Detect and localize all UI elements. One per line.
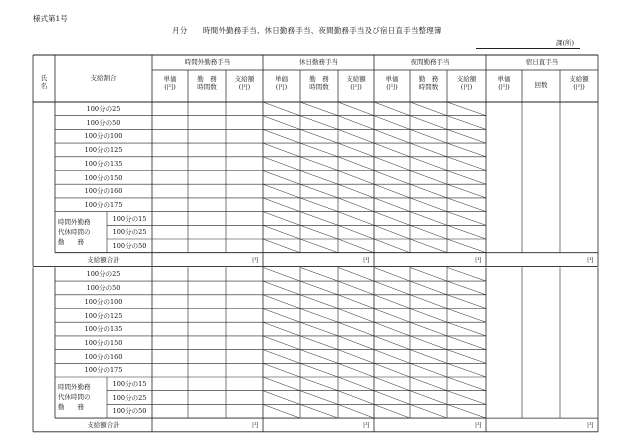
grid-line	[447, 391, 486, 405]
grid-line	[300, 129, 338, 143]
grid-line	[447, 143, 486, 157]
yen-label: 円	[252, 421, 259, 430]
grid-line	[263, 309, 300, 323]
col-header-paid_amount: 支給額 (円)	[234, 75, 255, 92]
col-header-work_hours: 勤 務 時間数	[309, 75, 329, 92]
title-prefix: 月分	[172, 26, 188, 35]
grid-line	[338, 116, 374, 130]
rate-label: 100分の125	[84, 311, 123, 320]
grid-line	[374, 198, 410, 212]
grid-line	[300, 363, 338, 377]
grid-line	[338, 404, 374, 418]
grid-line	[410, 295, 447, 309]
yen-label: 円	[587, 255, 594, 264]
title-text: 時間外勤務手当、休日勤務手当、夜間勤務手当及び宿日直手当整理簿	[202, 26, 442, 35]
grid-line	[410, 184, 447, 198]
grid-line	[300, 404, 338, 418]
grid-line	[300, 157, 338, 171]
grid-line	[374, 363, 410, 377]
comp-rate-label: 100分の15	[112, 214, 147, 223]
grid-line	[447, 336, 486, 350]
rate-label: 100分の100	[84, 297, 123, 306]
comp-rate-label: 100分の25	[112, 393, 147, 402]
grid-line	[338, 184, 374, 198]
grid-line	[374, 102, 410, 116]
yen-label: 円	[475, 421, 482, 430]
grid-line	[447, 309, 486, 323]
group-header-0: 時間外勤務手当	[184, 58, 231, 66]
form-id: 様式第1号	[33, 14, 68, 23]
grid-line	[410, 363, 447, 377]
grid-line	[447, 116, 486, 130]
grid-line	[300, 225, 338, 239]
grid-line	[338, 267, 374, 281]
grid-line	[263, 350, 300, 364]
yen-label: 円	[363, 255, 370, 264]
grid-line	[374, 322, 410, 336]
grid-line	[374, 350, 410, 364]
comp-rate-label: 100分の50	[112, 242, 147, 250]
grid-line	[263, 171, 300, 185]
grid-line	[263, 198, 300, 212]
grid-line	[374, 157, 410, 171]
grid-line	[338, 225, 374, 239]
grid-line	[263, 225, 300, 239]
grid-line	[374, 225, 410, 239]
grid-line	[410, 377, 447, 391]
comp-rate-label: 100分の50	[112, 407, 147, 416]
grid-line	[410, 116, 447, 130]
grid-line	[410, 322, 447, 336]
rate-header: 支給割合	[90, 74, 117, 82]
grid-line	[447, 295, 486, 309]
grid-line	[410, 157, 447, 171]
grid-line	[447, 363, 486, 377]
grid-line	[263, 322, 300, 336]
grid-line	[410, 391, 447, 405]
grid-line	[374, 404, 410, 418]
yen-label: 円	[475, 255, 482, 264]
group-header-2: 夜間勤務手当	[410, 58, 450, 66]
group-header-1: 休日勤務手当	[299, 58, 338, 66]
grid-line	[300, 239, 338, 253]
grid-line	[263, 129, 300, 143]
col-header-unit_price: 単価 (円)	[163, 75, 177, 92]
grid-line	[263, 295, 300, 309]
grid-line	[410, 198, 447, 212]
grid-line	[338, 171, 374, 185]
comp-label: 時間外勤務 代休時間の 勤 務	[58, 383, 91, 412]
col-header-count: 回数	[534, 81, 548, 89]
grid-line	[338, 212, 374, 226]
grid-line	[374, 116, 410, 130]
rate-label: 100分の160	[84, 187, 123, 196]
grid-line	[338, 363, 374, 377]
grid-line	[410, 404, 447, 418]
grid-line	[263, 157, 300, 171]
comp-rate-label: 100分の15	[112, 380, 147, 388]
grid-line	[263, 281, 300, 295]
rate-label: 100分の50	[86, 118, 121, 127]
total-label: 支給額合計	[87, 421, 120, 430]
rate-label: 100分の160	[84, 352, 123, 361]
grid-line	[300, 377, 338, 391]
grid-line	[447, 281, 486, 295]
group-header-3: 宿日直手当	[525, 58, 559, 66]
grid-line	[263, 336, 300, 350]
grid-line	[374, 143, 410, 157]
col-header-work_hours: 勤 務 時間数	[197, 75, 217, 92]
comp-label: 時間外勤務 代休時間の 勤 務	[58, 217, 91, 246]
grid-line	[300, 102, 338, 116]
rate-label: 100分の50	[86, 284, 121, 293]
grid-line	[263, 363, 300, 377]
grid-line	[374, 391, 410, 405]
rate-label: 100分の25	[86, 270, 121, 279]
grid-line	[300, 198, 338, 212]
grid-line	[447, 157, 486, 171]
grid-line	[338, 322, 374, 336]
grid-line	[447, 171, 486, 185]
grid-line	[410, 239, 447, 253]
grid-line	[300, 309, 338, 323]
grid-line	[447, 377, 486, 391]
yen-label: 円	[252, 255, 259, 264]
grid-line	[410, 129, 447, 143]
grid-line	[338, 350, 374, 364]
grid-line	[300, 267, 338, 281]
col-header-unit_price: 単価 (円)	[385, 75, 399, 92]
grid-line	[338, 239, 374, 253]
grid-line	[410, 309, 447, 323]
col-header-paid_amount: 支給額 (円)	[456, 75, 477, 92]
grid-line	[447, 198, 486, 212]
grid-line	[447, 267, 486, 281]
grid-line	[374, 281, 410, 295]
rate-label: 100分の100	[84, 132, 123, 141]
grid-line	[374, 129, 410, 143]
grid-line	[374, 309, 410, 323]
grid-line	[338, 198, 374, 212]
grid-line	[374, 267, 410, 281]
grid-line	[300, 143, 338, 157]
col-header-work_hours: 勤 務 時間数	[418, 75, 439, 92]
grid-line	[374, 336, 410, 350]
grid-line	[263, 184, 300, 198]
grid-line	[338, 295, 374, 309]
grid-line	[300, 116, 338, 130]
grid-line	[410, 171, 447, 185]
grid-line	[300, 295, 338, 309]
dept-label: 課(所)	[556, 39, 575, 47]
grid-line	[410, 143, 447, 157]
rate-label: 100分の25	[86, 105, 121, 113]
yen-label: 円	[587, 421, 594, 430]
grid-line	[410, 336, 447, 350]
grid-line	[410, 281, 447, 295]
grid-line	[263, 267, 300, 281]
grid-line	[374, 295, 410, 309]
yen-label: 円	[363, 421, 370, 430]
grid-line	[447, 404, 486, 418]
grid-line	[410, 212, 447, 226]
grid-line	[410, 102, 447, 116]
col-header-unit_price: 単価 (円)	[497, 75, 511, 92]
grid-line	[300, 212, 338, 226]
grid-line	[263, 391, 300, 405]
rate-label: 100分の175	[84, 200, 123, 209]
name-header: 氏 名	[40, 74, 48, 91]
grid-line	[300, 171, 338, 185]
col-header-paid_amount: 支給額 (円)	[346, 75, 366, 92]
comp-rate-label: 100分の25	[112, 228, 147, 237]
grid-line	[263, 239, 300, 253]
rate-label: 100分の125	[84, 146, 123, 155]
rate-label: 100分の135	[84, 159, 123, 168]
grid-line	[338, 336, 374, 350]
rate-label: 100分の175	[84, 366, 123, 375]
col-header-paid_amount: 支給額 (円)	[569, 75, 589, 92]
grid-line	[300, 184, 338, 198]
grid-line	[374, 377, 410, 391]
grid-line	[338, 129, 374, 143]
rate-label: 100分の150	[84, 338, 123, 347]
grid-line	[447, 225, 486, 239]
grid-line	[447, 102, 486, 116]
rate-label: 100分の135	[84, 325, 123, 334]
grid-line	[410, 225, 447, 239]
total-label: 支給額合計	[87, 255, 120, 264]
grid-line	[263, 116, 300, 130]
col-header-unit_price: 単価 (円)	[275, 75, 288, 92]
grid-line	[374, 212, 410, 226]
grid-line	[263, 377, 300, 391]
grid-line	[263, 143, 300, 157]
grid-line	[447, 129, 486, 143]
rate-label: 100分の150	[84, 173, 123, 182]
grid-line	[300, 350, 338, 364]
grid-line	[447, 239, 486, 253]
grid-line	[300, 322, 338, 336]
grid-line	[410, 267, 447, 281]
grid-line	[447, 322, 486, 336]
grid-line	[447, 184, 486, 198]
grid-line	[263, 212, 300, 226]
grid-line	[410, 350, 447, 364]
grid-line	[338, 281, 374, 295]
grid-line	[338, 391, 374, 405]
grid-line	[338, 157, 374, 171]
grid-line	[338, 309, 374, 323]
grid-line	[300, 281, 338, 295]
grid-line	[263, 102, 300, 116]
grid-line	[374, 171, 410, 185]
grid-line	[374, 239, 410, 253]
grid-line	[374, 184, 410, 198]
grid-line	[338, 102, 374, 116]
grid-line	[447, 350, 486, 364]
grid-line	[263, 404, 300, 418]
grid-line	[447, 212, 486, 226]
grid-line	[300, 336, 338, 350]
grid-line	[338, 143, 374, 157]
grid-line	[300, 391, 338, 405]
grid-line	[338, 377, 374, 391]
